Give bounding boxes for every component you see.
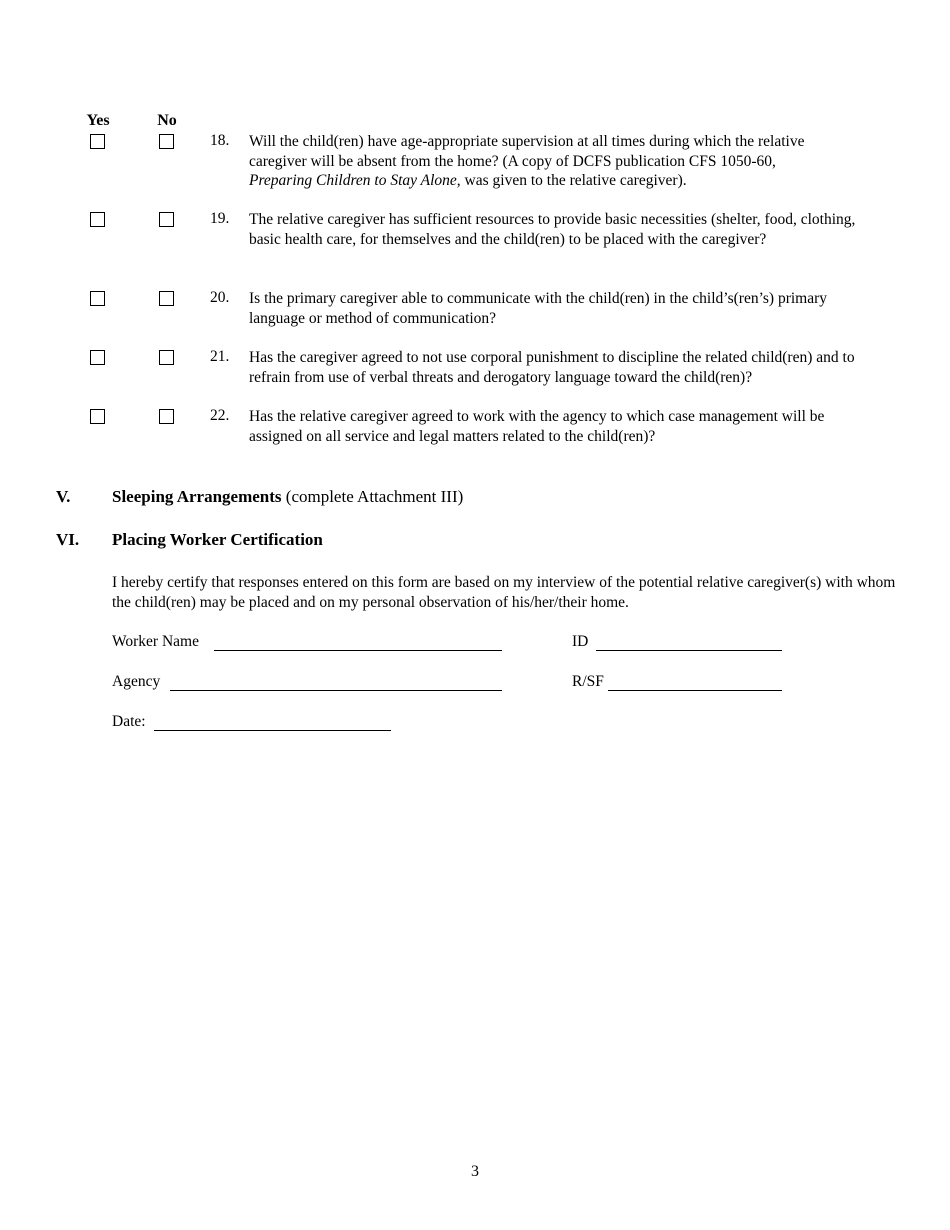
q22-yes-checkbox[interactable] [90,409,105,424]
date-label: Date: [112,713,146,730]
q18-line3 [249,171,889,191]
worker-name-field[interactable] [214,650,502,651]
yes-column-header: Yes [86,112,110,129]
section-v-heading [112,487,463,507]
q22-number: 22. [210,407,230,424]
id-field[interactable] [596,650,782,651]
q18-line3-rest: was given to the relative caregiver). [460,172,687,189]
q19-yes-checkbox[interactable] [90,212,105,227]
q21-text: Has the caregiver agreed to not use corporal punishment to discipline the related child(ren) and to refrain from use of verbal threats and derogatory language toward the child(ren)? [249,349,855,386]
q18-number: 18. [210,132,230,149]
section-v-note: (complete Attachment III) [281,487,464,506]
q21-number: 21. [210,348,230,365]
agency-label: Agency [112,673,161,690]
date-field[interactable] [154,730,391,731]
agency-field[interactable] [170,690,502,691]
q21-yes-checkbox[interactable] [90,350,105,365]
worker-name-label: Worker Name [112,633,199,650]
q19-number: 19. [210,210,230,227]
page-number: 3 [471,1163,479,1180]
certification-text: I hereby certify that responses entered on this form are based on my interview of the potential relative caregiver(s) with whom the child(ren) may be placed and on my personal observation of his/her/their home. [112,574,896,611]
q20-yes-checkbox[interactable] [90,291,105,306]
section-vi-heading [112,530,323,550]
q22-no-checkbox[interactable] [159,409,174,424]
section-v-number: V. [56,487,71,506]
q18-publication-title: Preparing Children to Stay Alone, [249,172,461,189]
q18-line2: caregiver will be absent from the home? (A copy of DCFS publication CFS 1050-60, [249,152,776,170]
q18-yes-checkbox[interactable] [90,134,105,149]
q22-text: Has the relative caregiver agreed to work with the agency to which case management will be assigned on all service and legal matters related to the child(ren)? [249,408,825,445]
rsf-field[interactable] [608,690,782,691]
rsf-label: R/SF [572,673,604,690]
q20-number: 20. [210,289,230,306]
q19-no-checkbox[interactable] [159,212,174,227]
q19-text: The relative caregiver has sufficient resources to provide basic necessities (shelter, food, clothing, basic health care, for themselves and the child(ren) to be placed with the caregiver? [249,211,856,248]
section-v-title: Sleeping Arrangements [112,487,282,506]
section-vi-number: VI. [56,530,80,549]
q18-line1: Will the child(ren) have age-appropriate supervision at all times during which the relative [249,133,805,150]
section-vi-title: Placing Worker Certification [112,530,323,549]
q21-no-checkbox[interactable] [159,350,174,365]
no-column-header: No [157,112,177,129]
q20-text: Is the primary caregiver able to communicate with the child(ren) in the child’s(ren’s) primary language or method of communication? [249,290,828,327]
id-label: ID [572,633,589,650]
q18-no-checkbox[interactable] [159,134,174,149]
q18-text [249,132,889,191]
q20-no-checkbox[interactable] [159,291,174,306]
